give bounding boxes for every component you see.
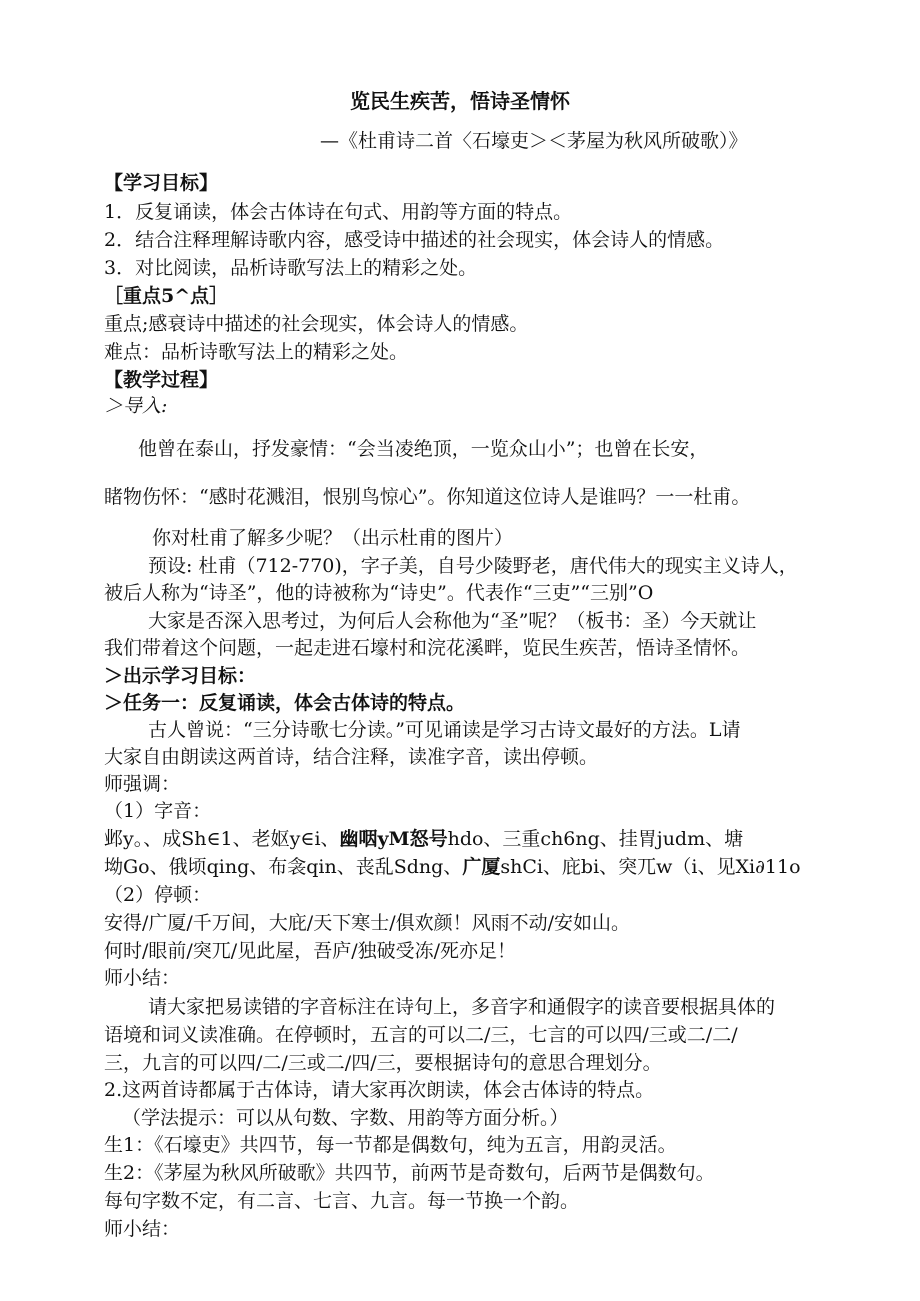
pronunciation-line-1-part-1: 邺y。、成Sh∈1、老妪y∈i、: [104, 828, 340, 850]
difficult-point: 难点：品析诗歌写法上的精彩之处。: [104, 341, 409, 363]
summary-1-line-3: 三，九言的可以四/二/三或二/四/三，要根据诗句的意思合理划分。: [104, 1052, 662, 1074]
preset-line-1: 预设: 杜甫（712-770)，字子美，自号少陵野老，唐代伟大的现实主义诗人，: [148, 555, 798, 577]
goal-2: 2．结合注释理解诗歌内容，感受诗中描述的社会现实，体会诗人的情感。: [104, 229, 725, 251]
key-heading: ［重点5^点］: [104, 285, 229, 307]
pronunciation-line-2-bold: 广厦: [462, 856, 501, 878]
intro-paragraph-line-1: 他曾在泰山，抒发豪情：“会当凌绝顶，一览众山小”；也曾在长安，: [138, 438, 709, 460]
preset-line-2: 被后人称为“诗圣”，他的诗被称为“诗史”。代表作“三吏”“三别”O: [104, 582, 654, 604]
pronunciation-heading: （1）字音：: [104, 800, 212, 822]
pronunciation-line-2-part-1: 坳Go、俄顷qing、布衾qin、丧乱Sdng、: [104, 856, 463, 878]
pause-line-1: 安得/广厦/千万间，大庇/天下寒士/俱欢颜！风雨不动/安如山。: [104, 912, 631, 934]
pronunciation-line-2-part-2: shCi、庇bi、突兀w（i、见Xi∂11o: [500, 856, 801, 878]
intro-heading: ＞导入:: [104, 395, 168, 417]
show-goals-heading: ＞出示学习目标：: [104, 665, 257, 687]
student-1-answer: 生1：《石壕吏》共四节，每一节都是偶数句，纯为五言，用韵灵活。: [104, 1134, 677, 1156]
ancient-line-2: 大家自由朗读这两首诗，结合注释，读准字音，读出停顿。: [104, 746, 599, 768]
think-line-1: 大家是否深入思考过，为何后人会称他为“圣”呢？（板书：圣）今天就让: [148, 610, 757, 632]
pronunciation-line-1: [104, 826, 743, 852]
dufu-question: 你对杜甫了解多少呢？（出示杜甫的图片）: [152, 527, 514, 549]
pronunciation-line-2: [104, 854, 801, 880]
pronunciation-line-1-bold: 幽咽yM怒号: [339, 828, 448, 850]
method-hint: （学法提示：可以从句数、字数、用韵等方面分析。）: [122, 1107, 569, 1129]
pronunciation-line-1-part-2: hdo、三重ch6ng、挂胃judm、塘: [447, 828, 744, 850]
summary-2-heading: 师小结：: [104, 1218, 181, 1240]
intro-paragraph-line-2: 睹物伤怀：“感时花溅泪，恨别鸟惊心”。你知道这位诗人是谁吗？一一杜甫。: [104, 486, 751, 508]
process-heading: 【教学过程】: [104, 369, 219, 391]
task-1-heading: ＞任务一：反复诵读，体会古体诗的特点。: [104, 692, 466, 714]
student-2-answer: 生2：《茅屋为秋风所破歌》共四节，前两节是奇数句，后两节是偶数句。: [104, 1162, 715, 1184]
pause-heading: （2）停顿：: [104, 884, 212, 906]
item-2: 2.这两首诗都属于古体诗，请大家再次朗读，体会古体诗的特点。: [104, 1079, 655, 1101]
page-title: 览民生疾苦，悟诗圣情怀: [350, 89, 570, 113]
goals-heading: 【学习目标】: [104, 172, 219, 194]
student-2-answer-cont: 每句字数不定，有二言、七言、九言。每一节换一个韵。: [104, 1190, 580, 1212]
summary-1-heading: 师小结：: [104, 967, 181, 989]
summary-1-line-2: 语境和词义读准确。在停顿时，五言的可以二/三，七言的可以四/三或二/二/: [104, 1024, 738, 1046]
summary-1-line-1: 请大家把易读错的字音标注在诗句上，多音字和通假字的读音要根据具体的: [148, 996, 776, 1018]
think-line-2: 我们带着这个问题，一起走进石壕村和浣花溪畔，览民生疾苦，悟诗圣情怀。: [104, 637, 751, 659]
page-subtitle: —《杜甫诗二首〈石壕吏＞＜茅屋为秋风所破歌）》: [320, 130, 748, 152]
ancient-line-1: 古人曾说：“三分诗歌七分读。”可见诵读是学习古诗文最好的方法。L请: [148, 719, 741, 741]
pause-line-2: 何时/眼前/突兀/见此屋，吾庐/独破受冻/死亦足！: [104, 940, 517, 962]
key-point: 重点;感衰诗中描述的社会现实，体会诗人的情感。: [104, 313, 529, 335]
goal-1: 1．反复诵读，体会古体诗在句式、用韵等方面的特点。: [104, 201, 573, 223]
goal-3: 3．对比阅读，品析诗歌写法上的精彩之处。: [104, 257, 478, 279]
teacher-stress: 师强调：: [104, 773, 181, 795]
